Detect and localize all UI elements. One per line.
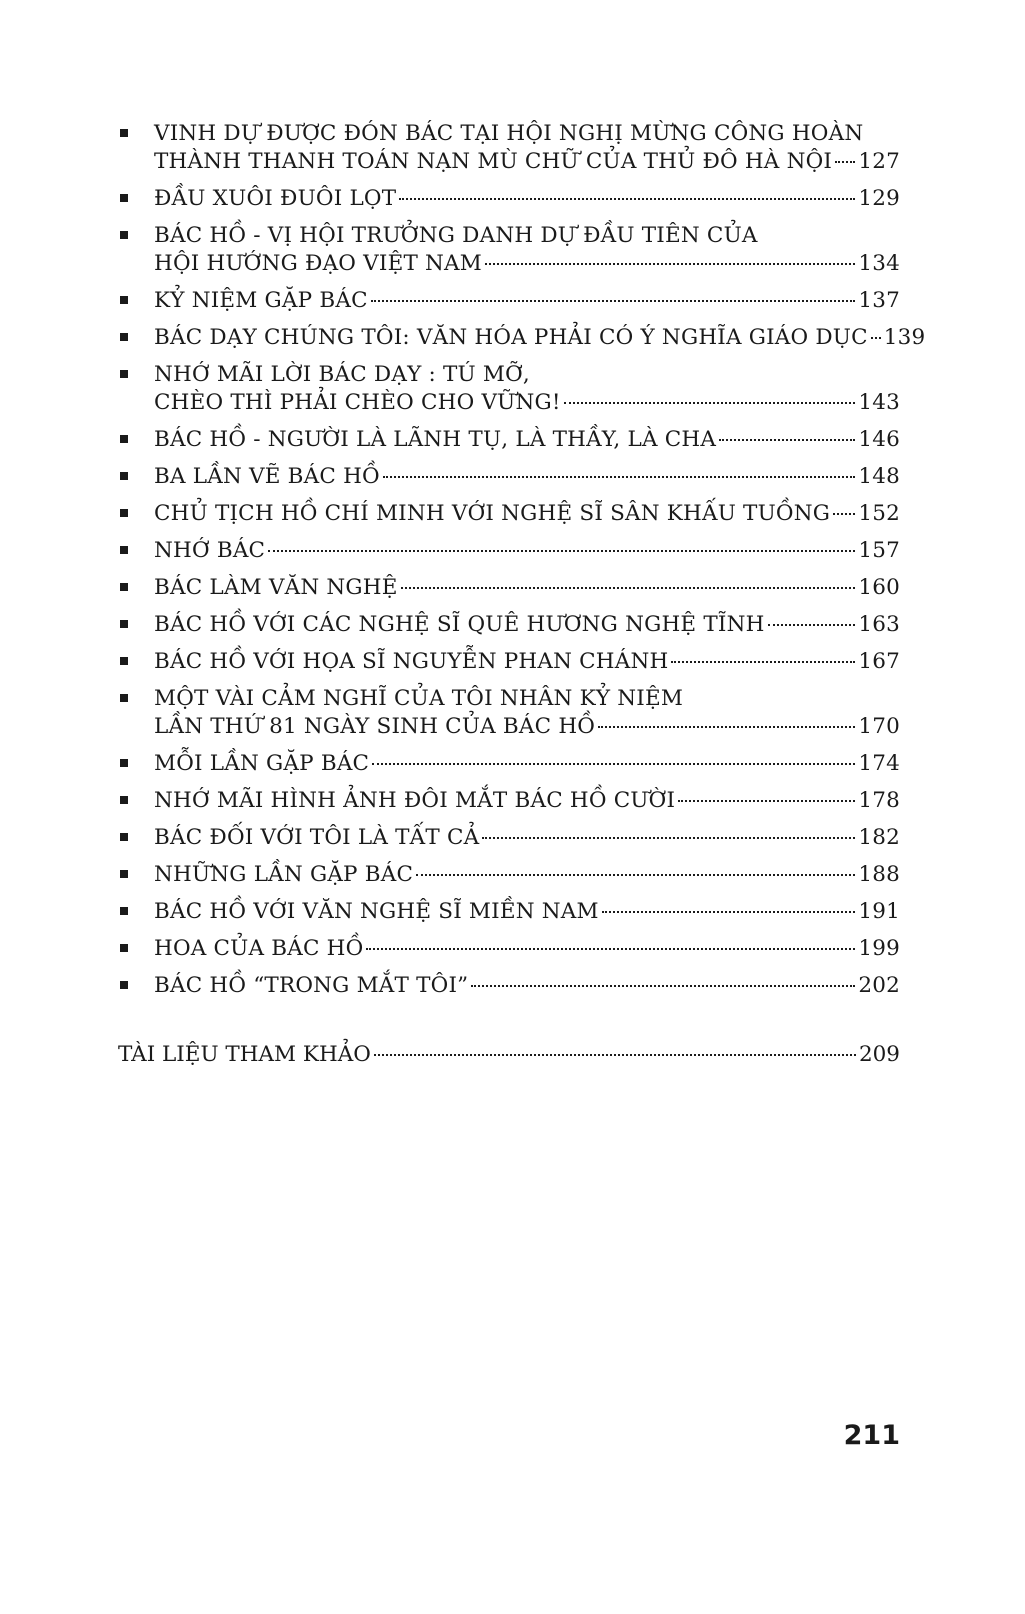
bullet-square-icon <box>118 898 154 926</box>
dot-leader <box>835 161 855 163</box>
bullet-square-icon <box>118 324 154 352</box>
dot-leader <box>678 800 855 802</box>
toc-entry-title-line: BÁC HỒ - VỊ HỘI TRƯỞNG DANH DỰ ĐẦU TIÊN CỦA <box>154 223 758 248</box>
dot-leader <box>564 402 856 404</box>
toc-entry-last-line <box>154 537 900 565</box>
bullet-square-icon <box>118 287 154 315</box>
toc-entry[interactable] <box>118 861 900 889</box>
toc-entry-page: 148 <box>858 464 900 489</box>
toc-entry-text <box>154 935 900 963</box>
toc-entry-page: 202 <box>858 973 900 998</box>
toc-entry-page: 134 <box>858 251 900 276</box>
toc-entry-last-line <box>154 750 900 778</box>
dot-leader <box>399 198 855 200</box>
toc-entry-title-line: BÁC HỒ “TRONG MẮT TÔI” <box>154 973 469 998</box>
bullet-square-icon <box>118 611 154 639</box>
toc-entry-title-line: HỘI HƯỚNG ĐẠO VIỆT NAM <box>154 251 483 276</box>
toc-entry-page: 127 <box>858 149 900 174</box>
toc-entry-text <box>154 361 900 417</box>
toc-entry[interactable] <box>118 287 900 315</box>
bullet-square-icon <box>118 824 154 852</box>
toc-entry-text <box>154 287 900 315</box>
toc-entry-text <box>154 648 900 676</box>
toc-entry[interactable] <box>118 574 900 602</box>
bullet-square-icon <box>118 120 154 148</box>
toc-entry-page: 152 <box>858 501 900 526</box>
dot-leader <box>602 911 856 913</box>
dot-leader <box>871 337 881 339</box>
toc-entry-text <box>154 861 900 889</box>
toc-entry[interactable] <box>118 935 900 963</box>
references-title: TÀI LIỆU THAM KHẢO <box>118 1042 371 1067</box>
toc-entry-title-line: BÁC DẠY CHÚNG TÔI: VĂN HÓA PHẢI CÓ Ý NGHĨA GIÁO DỤC <box>154 325 868 350</box>
toc-entry-last-line <box>154 611 900 639</box>
toc-entry-text <box>154 824 900 852</box>
page-number: 211 <box>843 1420 900 1451</box>
toc-entry-last-line <box>154 500 900 528</box>
toc-entry[interactable] <box>118 685 900 741</box>
toc-entry[interactable] <box>118 787 900 815</box>
toc-entry-title-line: BA LẦN VẼ BÁC HỒ <box>154 464 380 489</box>
bullet-square-icon <box>118 361 154 389</box>
toc-entry-last-line <box>154 787 900 815</box>
toc-entry-title-line: CHỦ TỊCH HỒ CHÍ MINH VỚI NGHỆ SĨ SÂN KHẤU TUỒNG <box>154 501 831 526</box>
toc-entry-text <box>154 185 900 213</box>
toc-entry-last-line <box>154 324 926 352</box>
bullet-square-icon <box>118 750 154 778</box>
dot-leader <box>366 948 855 950</box>
toc-entry-last-line <box>154 389 900 417</box>
toc-entry-text <box>154 537 900 565</box>
toc-entry-page: 182 <box>858 825 900 850</box>
toc-entry-page: 178 <box>858 788 900 813</box>
dot-leader <box>268 550 855 552</box>
toc-entry-page: 160 <box>858 575 900 600</box>
toc-entry-title-line: BÁC LÀM VĂN NGHỆ <box>154 575 398 600</box>
toc-entry-text <box>154 500 900 528</box>
toc-entry[interactable] <box>118 611 900 639</box>
references-page: 209 <box>858 1042 900 1067</box>
toc-entry-page: 137 <box>858 288 900 313</box>
dot-leader <box>598 726 855 728</box>
toc-entry-text <box>154 463 900 491</box>
toc-entry[interactable] <box>118 222 900 278</box>
toc-entry-last-line <box>154 713 900 741</box>
toc-entry[interactable] <box>118 120 900 176</box>
toc-entry[interactable] <box>118 750 900 778</box>
bullet-square-icon <box>118 787 154 815</box>
toc-entry-page: 129 <box>858 186 900 211</box>
toc-entry[interactable] <box>118 361 900 417</box>
toc-entry-page: 167 <box>858 649 900 674</box>
dot-leader <box>833 513 855 515</box>
toc-entry-page: 143 <box>858 390 900 415</box>
toc-entry-title-line: NHỮNG LẦN GẶP BÁC <box>154 862 414 887</box>
toc-entry[interactable] <box>118 972 900 1000</box>
toc-entry-last-line <box>154 861 900 889</box>
toc-entry[interactable] <box>118 463 900 491</box>
dot-leader <box>768 624 856 626</box>
toc-entry-title-line: BÁC HỒ - NGƯỜI LÀ LÃNH TỤ, LÀ THẦY, LÀ CHA <box>154 427 717 452</box>
toc-entry[interactable] <box>118 648 900 676</box>
toc-entry-title-line: ĐẦU XUÔI ĐUÔI LỌT <box>154 186 397 211</box>
toc-entry-page: 191 <box>858 899 900 924</box>
toc-entry-title-line: NHỚ MÃI HÌNH ẢNH ĐÔI MẮT BÁC HỒ CƯỜI <box>154 788 676 813</box>
toc-entry-page: 199 <box>858 936 900 961</box>
dot-leader <box>372 763 855 765</box>
table-of-contents <box>118 120 926 1009</box>
toc-entry[interactable] <box>118 324 926 352</box>
bullet-square-icon <box>118 185 154 213</box>
bullet-square-icon <box>118 685 154 713</box>
dot-leader <box>482 837 855 839</box>
toc-entry-title-line: VINH DỰ ĐƯỢC ĐÓN BÁC TẠI HỘI NGHỊ MỪNG CÔNG HOÀN <box>154 121 864 146</box>
toc-entry-title-line: BÁC HỒ VỚI HỌA SĨ NGUYỄN PHAN CHÁNH <box>154 649 669 674</box>
toc-entry-text <box>154 324 926 352</box>
dot-leader <box>401 587 856 589</box>
toc-entry-last-line <box>154 185 900 213</box>
toc-entry-text <box>154 750 900 778</box>
bullet-square-icon <box>118 426 154 454</box>
toc-entry-last-line <box>154 574 900 602</box>
dot-leader <box>374 1054 856 1056</box>
toc-entry-title-line: THÀNH THANH TOÁN NẠN MÙ CHỮ CỦA THỦ ĐÔ HÀ NỘI <box>154 149 833 174</box>
dot-leader <box>671 661 855 663</box>
toc-entry-title-line: MỖI LẦN GẶP BÁC <box>154 751 370 776</box>
toc-entry-last-line <box>154 935 900 963</box>
toc-entry-title-line: HOA CỦA BÁC HỒ <box>154 936 364 961</box>
bullet-square-icon <box>118 222 154 250</box>
bullet-square-icon <box>118 574 154 602</box>
dot-leader <box>371 300 856 302</box>
toc-entry-last-line <box>154 426 900 454</box>
toc-entry-last-line <box>154 824 900 852</box>
toc-entry-page: 146 <box>858 427 900 452</box>
toc-entry-title-line: MỘT VÀI CẢM NGHĨ CỦA TÔI NHÂN KỶ NIỆM <box>154 686 684 711</box>
toc-entry-page: 170 <box>858 714 900 739</box>
dot-leader <box>471 985 855 987</box>
toc-entry-last-line <box>154 972 900 1000</box>
toc-entry-text <box>154 426 900 454</box>
bullet-square-icon <box>118 861 154 889</box>
toc-entry-last-line <box>154 648 900 676</box>
toc-entry[interactable] <box>118 500 900 528</box>
toc-entry-title-line: LẦN THỨ 81 NGÀY SINH CỦA BÁC HỒ <box>154 714 596 739</box>
bullet-square-icon <box>118 537 154 565</box>
dot-leader <box>485 263 855 265</box>
toc-entry[interactable] <box>118 426 900 454</box>
toc-entry-title-line: BÁC HỒ VỚI CÁC NGHỆ SĨ QUÊ HƯƠNG NGHỆ TĨNH <box>154 612 765 637</box>
bullet-square-icon <box>118 935 154 963</box>
toc-entry[interactable] <box>118 185 900 213</box>
toc-entry-page: 163 <box>858 612 900 637</box>
toc-entry-page: 188 <box>858 862 900 887</box>
toc-entry-last-line <box>154 898 900 926</box>
toc-entry-text <box>154 120 900 176</box>
toc-entry-text <box>154 574 900 602</box>
toc-entry-last-line <box>154 287 900 315</box>
toc-entry-title-line: BÁC HỒ VỚI VĂN NGHỆ SĨ MIỀN NAM <box>154 899 599 924</box>
toc-entry-title-line: CHÈO THÌ PHẢI CHÈO CHO VỮNG! <box>154 390 561 415</box>
dot-leader <box>719 439 855 441</box>
toc-entry-text <box>154 611 900 639</box>
toc-entry[interactable] <box>118 824 900 852</box>
dot-leader <box>416 874 855 876</box>
bullet-square-icon <box>118 500 154 528</box>
toc-entry-page: 157 <box>858 538 900 563</box>
toc-entry-page: 139 <box>883 325 926 350</box>
references-entry[interactable] <box>118 1041 900 1069</box>
toc-entry[interactable] <box>118 898 900 926</box>
toc-entry-last-line <box>154 148 900 176</box>
toc-entry-title-line: NHỚ MÃI LỜI BÁC DẠY : TÚ MỠ, <box>154 362 530 387</box>
toc-entry[interactable] <box>118 537 900 565</box>
toc-entry-text <box>154 685 900 741</box>
bullet-square-icon <box>118 463 154 491</box>
toc-entry-last-line <box>154 463 900 491</box>
bullet-square-icon <box>118 972 154 1000</box>
toc-entry-last-line <box>154 250 900 278</box>
toc-entry-text <box>154 972 900 1000</box>
toc-entry-text <box>154 898 900 926</box>
toc-entry-text <box>154 787 900 815</box>
toc-entry-title-line: BÁC ĐỐI VỚI TÔI LÀ TẤT CẢ <box>154 825 480 850</box>
bullet-square-icon <box>118 648 154 676</box>
toc-entry-title-line: NHỚ BÁC <box>154 538 266 563</box>
toc-entry-page: 174 <box>858 751 900 776</box>
dot-leader <box>383 476 856 478</box>
toc-entry-text <box>154 222 900 278</box>
toc-entry-title-line: KỶ NIỆM GẶP BÁC <box>154 288 368 313</box>
